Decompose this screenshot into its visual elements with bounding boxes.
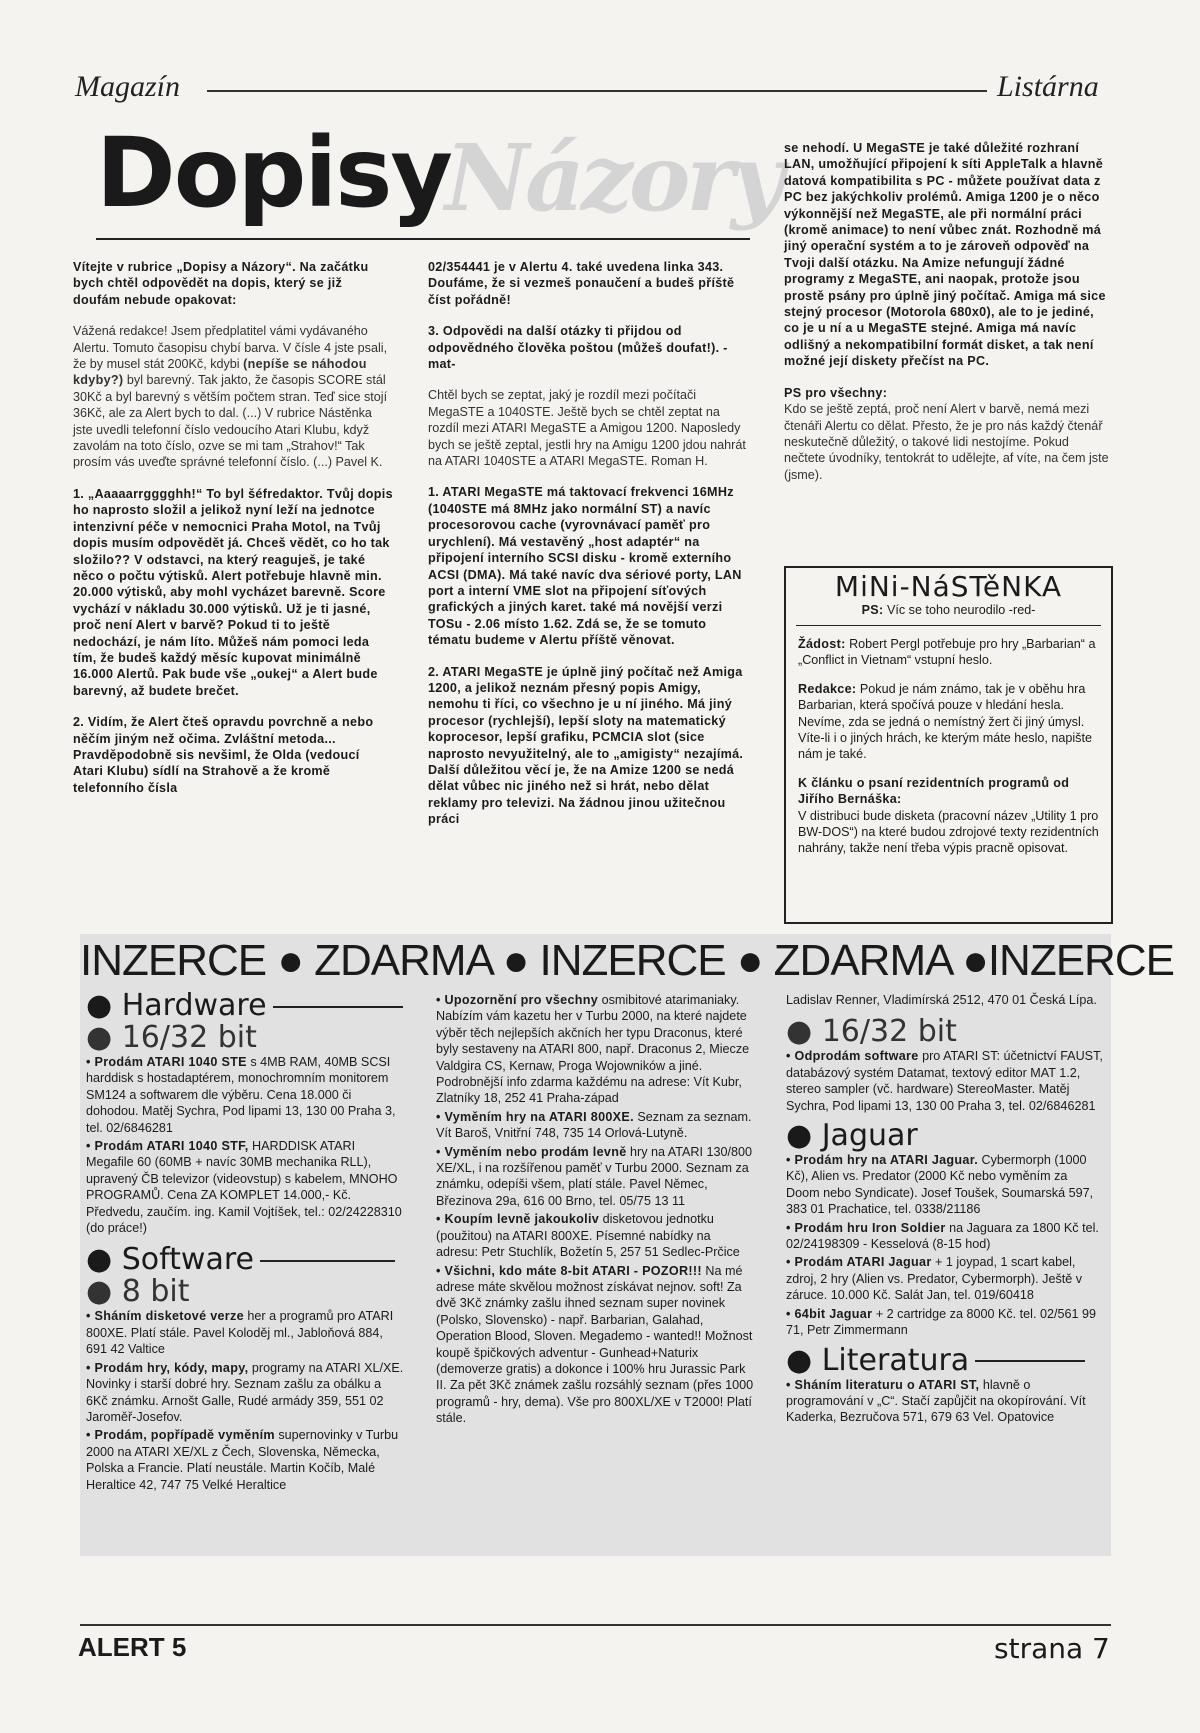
category-hardware: ● Hardware bbox=[86, 990, 406, 1022]
ad-item: • Prodám hru Iron Soldier na Jaguara za 1800 Kč tel. 02/24198309 - Kesselová (8-15 hod) bbox=[786, 1220, 1099, 1252]
category-literatura: ● Literatura bbox=[786, 1345, 1104, 1377]
ad-item: • Upozornění pro všechny osmibitové atarimaniaky. Nabízím vám kazetu her v Turbu 2000, na které najdete výběr těch nejlepších akčních her typu Draconus, které byly sestaveny na ATARI 800, např. Draconus 2, Miecze Valdgira CS, Kernaw, Proga Wojowników a jiné. Podrobnější info zdarma každému na adrese: Vít Kubr, Zlatníky 18, 252 41 Praha-západ bbox=[436, 993, 750, 1106]
nastenka-editor-reply: Redakce: Pokud je nám známo, tak je v oběhu hra Barbarian, která spočívá pouze v hledání hesla. Nevíme, zda se jedná o nemístný žert či jiný úmysl. Víte-li i o jiných hrách, ke kterým máte heslo, napište nám je také. bbox=[798, 681, 1092, 762]
column-2 bbox=[428, 259, 748, 843]
page-title: Dopisy bbox=[96, 117, 451, 229]
category-software: ● Software bbox=[86, 1244, 406, 1276]
answer-5-continued: se nehodí. U MegaSTE je také důležité rozhraní LAN, umožňující připojení k síti AppleTalk a hlavně datová kompatibilita s PC - můžete používat data z PC bez jakýchkoliv prolémů. Amiga 1200 je o něco výkonnější než MegaSTE, ale při normální práci (kromě animace) to není vůbec znát. Rozhodně má jiný operační systém a to je zároveň odpověď na Tvoji další otázku. Na Amize nefungují žádné programy z MegaSTE, ani naopak, protože jsou prostě psány pro úplně jiný počítač. Amiga má sice stejný procesor (Motorola 680x0), ale to je jediné, co je u ní a u MegaSTE stejné. Amiga má navíc odlišný a nekompatibilní formát disket, a tak není možné její diskety přečíst na PC. bbox=[784, 141, 1106, 369]
subcategory-16-32-bit: ● 16/32 bit bbox=[86, 1020, 257, 1055]
answer-1: 1. „Aaaaarrgggghh!“ To byl šéfredaktor. Tvůj dopis ho naprosto složil a jelikož nyní leží na jednotce intenzivní péče v nemocnici Praha Motol, na Tvůj dopis musím odpovědět já. Chceš vědět, co ho tak složilo?? V odstavci, na který reaguješ, je také něco o počtu výtisků. Alert potřebuje hlavně min. 20.000 výtisků, aby mohl vycházet barevně. Score vychází v nákladu 30.000 výtisků. Už je ti jasné, proč není Alert v barvě? Pokud ti to ještě nedochází, je nám líto. Můžeš nám pomoci leda tím, že budeš každý měsíc kupovat minimálně 16.000 Alertů. Pak bude vše „oukej“ a Alert bude barevný, až budete brečet. bbox=[73, 486, 393, 698]
nastenka-subtitle: PS: Víc se toho neurodilo -red- bbox=[861, 603, 1036, 617]
answer-2-continued: 02/354441 je v Alertu 4. také uvedena linka 343. Doufáme, že si vezmeš ponaučení a budeš příště číst pořádně! bbox=[428, 260, 735, 307]
ps-text: Kdo se ještě zeptá, proč není Alert v barvě, nemá mezi čtenáři Alertu co dělat. Přesto, že je pro nás každý čtenář neskutečně důležitý, o takové lidi nestojíme. Pokud nečtete úvodníky, tentokrát to udělejte, af víte, na čem jste (jsme). bbox=[784, 402, 1109, 482]
title-ghost: Názory bbox=[445, 124, 781, 232]
answer-5: 2. ATARI MegaSTE je úplně jiný počítač než Amiga 1200, a jelikož neznám přesný popis Amigy, nemohu ti říci, co všechno je u ní jiného. Má jiný procesor (rychlejší), lepší sloty na matematický koprocesor, lepší grafiku, PCMCIA slot (sice naprosto nevyužitelný, ale to „amigisty“ nezajímá. Další důležitou věcí je, že na Amize 1200 se nedá dělat vůbec nic jiného než si hrát, nebo dělat reklamy pro televizi. Na žádnou jinou užitečnou práci bbox=[428, 664, 744, 827]
page-number: strana 7 bbox=[994, 1632, 1110, 1665]
subcategory-16-32-bit: ● 16/32 bit bbox=[786, 1014, 957, 1050]
ad-item: • 64bit Jaguar + 2 cartridge za 8000 Kč. tel. 02/561 99 71, Petr Zimmermann bbox=[786, 1306, 1097, 1338]
answer-3: 3. Odpovědi na další otázky ti přijdou od odpovědného člověka poštou (můžeš doufat!). -mat- bbox=[428, 324, 728, 372]
ad-item: • Prodám, popřípadě vyměním supernovinky v Turbu 2000 na ATARI XE/XL z Čech, Slovenska, Německa, Polska a Francie. Platí neustále. Martin Kočíb, Malé Heraltice 42, 747 75 Velké Heraltice bbox=[86, 1428, 399, 1492]
mini-nastenka-box bbox=[784, 566, 1113, 924]
nastenka-request: Žádost: Robert Pergl potřebuje pro hry „Barbarian“ a „Conflict in Vietnam“ vstupní heslo. bbox=[798, 637, 1096, 668]
subcategory-8-bit: ● 8 bit bbox=[86, 1274, 190, 1310]
ads-column-2 bbox=[436, 992, 754, 1429]
ad-item: • Sháním disketové verze her a programů pro ATARI 800XE. Platí stále. Pavel Koloděj ml., Jabloňová 884, 691 42 Valtice bbox=[86, 1309, 394, 1357]
reader-letter-2: Chtěl bych se zeptat, jaký je rozdíl mezi počítači MegaSTE a 1040STE. Ještě bych se chtěl zeptat na rozdíl mezi ATARI MegaSTE a Amigou 1200. Naposledy bych se ještě zeptal, jestli hry na Amigu 1200 jdou nahrát na ATARI 1040STE a ATARI MegaSTE. Roman H. bbox=[428, 388, 746, 469]
column-1 bbox=[73, 259, 393, 811]
ad-item: • Vyměním nebo prodám levně hry na ATARI 130/800 XE/XL, i na rozšířenou paměť v Turbu 2000. Seznam za známku, odepíši všem, platí stále. Pavel Němec, Březinova 29a, 616 00 Brno, tel. 05/75 13 11 bbox=[436, 1144, 753, 1208]
ad-item: • Všichni, kdo máte 8-bit ATARI - POZOR!!! Na mé adrese máte skvělou možnost získávat nejnov. soft! Za dvě 3Kč známky zašlu ihned seznam super novinek (Polsko, Slovensko) - např. Barbarian, Galahad, Operation Blood, Sloven. Megademo - wanted!! Možnost koupě špičkových adventur - Gunhead+Naturix (demoverze gratis) a dokonce i 100% hru Jurassic Park II. Za pět 3Kč známek zašlu rozsáhlý seznam (přes 1000 programů - hry, dema). Vše pro 800XL/XE v T2000! Platí stále. bbox=[436, 1263, 754, 1426]
ad-item: Ladislav Renner, Vladimírská 2512, 470 01 Česká Lípa. bbox=[786, 993, 1097, 1007]
ad-item: • Prodám ATARI 1040 STF, HARDDISK ATARI Megafile 60 (60MB + navíc 30MB mechanika RLL), upravený ČB televizor (videovstup) s kabelem, MNOHO PROGRAMŮ. Cena ZA KOMPLET 14.000,- Kč. Předvedu, zaučím. ing. Kamil Vojtíšek, tel.: 02/24228310 (do práce!) bbox=[86, 1139, 402, 1236]
intro-text: Vítejte v rubrice „Dopisy a Názory“. Na začátku bych chtěl odpovědět na dopis, který se již doufám nebude opakovat: bbox=[73, 260, 369, 307]
ad-item: • Koupím levně jakoukoliv disketovou jednotku (použitou) na ATARI 800XE. Písemné nabídky na adresu: Petr Stuchlík, Božetín 5, 257 51 Sedlec-Prčice bbox=[436, 1212, 740, 1260]
ps-title: PS pro všechny: bbox=[784, 385, 888, 400]
column-3 bbox=[784, 140, 1112, 498]
nastenka-title: MiNi-NáSTěNKA bbox=[834, 570, 1063, 603]
section-label-right: Listárna bbox=[997, 70, 1099, 103]
ad-item: • Prodám ATARI Jaguar + 1 joypad, 1 scart kabel, zdroj, 2 hry (Alien vs. Predator, Cybermorph). Ještě v záruce. 10.000 Kč. Salát Jan, tel. 019/60418 bbox=[786, 1255, 1083, 1303]
ad-item: • Vyměním hry na ATARI 800XE. Seznam za seznam. Vít Baroš, Vnitřní 748, 735 14 Orlová-Lutyně. bbox=[436, 1109, 752, 1141]
magazine-issue: ALERT 5 bbox=[78, 1632, 187, 1662]
ad-item: • Prodám ATARI 1040 STE s 4MB RAM, 40MB SCSI harddisk s hostadaptérem, monochromním monitorem SM124 a softwarem dle výběru. Cena 18.000 či dohodou. Matěj Sychra, Pod lipami 13, 130 00 Praha 3, tel. 02/6846281 bbox=[86, 1055, 396, 1135]
reader-letter-1: Vážená redakce! Jsem předplatitel vámi vydávaného Alertu. Tomuto časopisu chybí barva. V čísle 4 jste psali, že by musel stát 200Kč, kdybi (nepíše se náhodou kdyby?) byl barevný. Tak jakto, že časopis SCORE stál 30Kč a byl barevný s větším počtem stran. Teď sice stojí 36Kč, ale za Alert bych to dal. (...) V rubrice Nástěnka jste uvedli telefonní číslo vedoucího Atari Klubu, když zavolám na toto číslo, ozve se mi tam „Strahov!“ Tak prosím vás uveďte správné telefonní číslo. (...) Pavel K. bbox=[73, 324, 388, 470]
ad-item: • Sháním literaturu o ATARI ST, hlavně o programování v „C“. Stačí zapůjčit na okopírování. Vít Kaderka, Bezručova 571, 679 63 Vel. Opatovice bbox=[786, 1377, 1086, 1425]
title-rule bbox=[96, 238, 750, 240]
ad-item: • Odprodám software pro ATARI ST: účetnictví FAUST, databázový systém Datamat, textový editor MAT 1.2, stereo sampler (vč. hardware) StereoMaster. Matěj Sychra, Pod lipami 13, 130 00 Praha 3, tel. 02/6846281 bbox=[786, 1049, 1103, 1113]
footer-rule bbox=[80, 1624, 1111, 1626]
ad-item: • Prodám hry na ATARI Jaguar. Cybermorph (1000 Kč), Alien vs. Predator (2000 Kč nebo vyměním za Doom nebo Syndicate). Josef Toušek, Soumarská 597, 383 01 Prachatice, tel. 0338/21186 bbox=[786, 1153, 1094, 1217]
ads-banner: INZERCE ● ZDARMA ● INZERCE ● ZDARMA ●INZERCE bbox=[80, 936, 1174, 985]
header-rule bbox=[207, 90, 987, 92]
answer-4: 1. ATARI MegaSTE má taktovací frekvenci 16MHz (1040STE má 8MHz jako normální ST) a navíc procesorovou cache (vyrovnávací paměť pro urychlení). Má vestavěný „host adaptér“ na připojení interního SCSI disku - kromě externího ACSI (DMA). Má také navíc dva sériové porty, LAN port a interní VME slot na připojení síťových grafických a jiných karet. také má novější verzi TOSu - 2.06 místo 1.62. Zdá se, že se tomuto tématu budeme v Alertu příště věnovat. bbox=[428, 485, 742, 648]
nastenka-rule bbox=[796, 625, 1101, 626]
category-jaguar: ● Jaguar bbox=[786, 1118, 918, 1154]
section-label-left: Magazín bbox=[75, 70, 180, 103]
ad-item: • Prodám hry, kódy, mapy, programy na ATARI XL/XE. Novinky i starší dobré hry. Seznam zašlu za obálku a 6Kč známku. Arnošt Galle, Rudé armády 359, 551 02 Jaroměř-Josefov. bbox=[86, 1360, 404, 1424]
ads-column-3 bbox=[786, 992, 1104, 1428]
ads-column-1 bbox=[86, 990, 406, 1495]
nastenka-article-note: K článku o psaní rezidentních programů od Jiřího Bernáška: V distribuci bude disketa (pracovní název „Utility 1 pro BW-DOS“) na které budou zdrojové texty rezidentních nahrány, takže není třeba výpis pracně opisovat. bbox=[798, 775, 1099, 856]
answer-2: 2. Vidím, že Alert čteš opravdu povrchně a nebo něčím jiným než očima. Zvláštní metoda... Pravděpodobně sis nevšiml, že Olda (vedoucí Atari Klubu) sídlí na Strahově a že kromě telefonního čísla bbox=[73, 715, 374, 795]
